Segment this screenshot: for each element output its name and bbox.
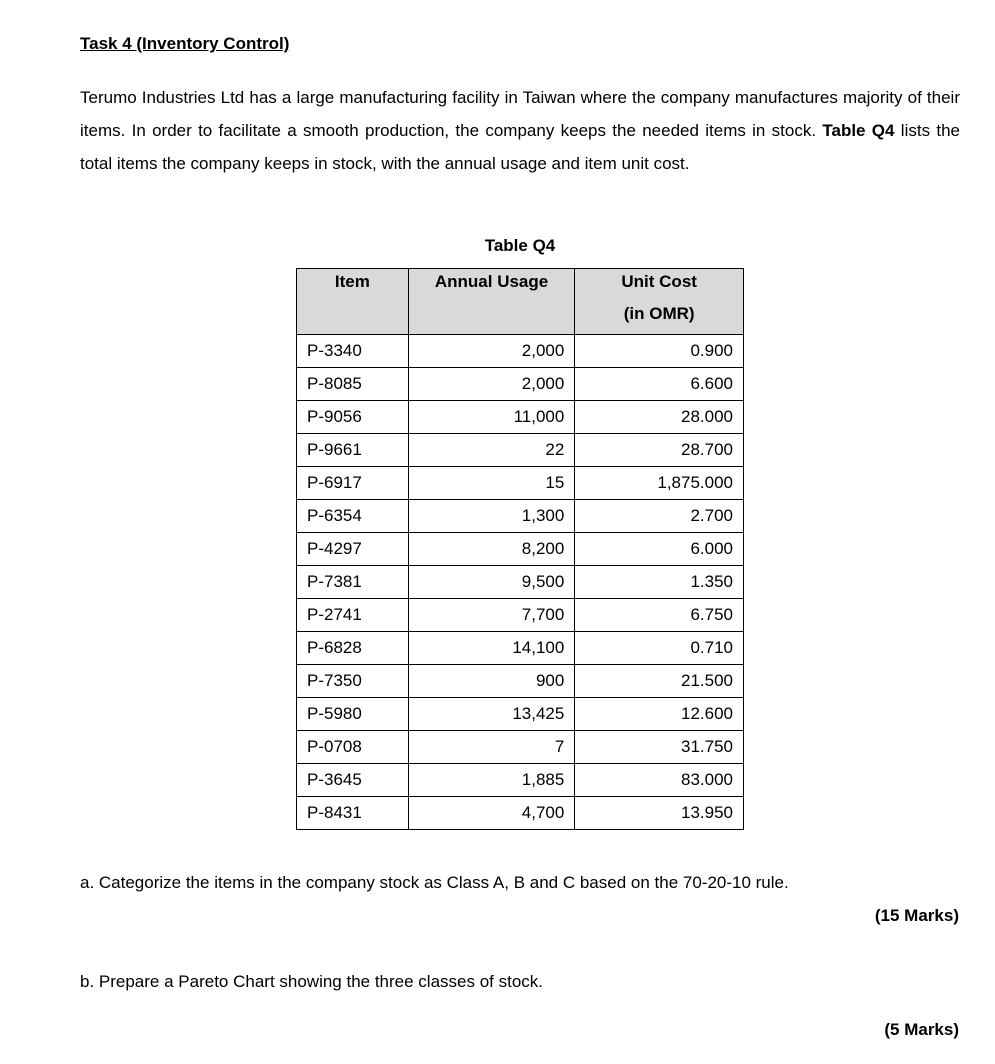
table-row — [297, 665, 744, 698]
cell-unit-cost: 28.000 — [575, 401, 744, 434]
cell-unit-cost: 6.000 — [575, 533, 744, 566]
cell-item: P-9056 — [297, 401, 409, 434]
cell-unit-cost: 2.700 — [575, 500, 744, 533]
cell-annual-usage: 1,885 — [408, 764, 575, 797]
cell-item: P-9661 — [297, 434, 409, 467]
table-row — [297, 368, 744, 401]
cell-item: P-2741 — [297, 599, 409, 632]
question-b-marks: (5 Marks) — [884, 1020, 959, 1039]
cell-unit-cost: 28.700 — [575, 434, 744, 467]
inventory-table — [296, 268, 744, 830]
table-row — [297, 632, 744, 665]
cell-annual-usage: 7,700 — [408, 599, 575, 632]
table-header-row — [297, 269, 744, 335]
cell-annual-usage: 4,700 — [408, 797, 575, 830]
intro-text-part2: lists the total items the company keeps in stock, with the annual usage and item unit cost. — [80, 121, 961, 173]
cell-item: P-4297 — [297, 533, 409, 566]
intro-text-part1: Terumo Industries Ltd has a large manufacturing facility in Taiwan where the company manufactures majority of their items. In order to facilitate a smooth production, the company keeps the needed items in stock. — [80, 88, 960, 140]
table-row — [297, 764, 744, 797]
cell-item: P-5980 — [297, 698, 409, 731]
cell-unit-cost: 21.500 — [575, 665, 744, 698]
cell-annual-usage: 15 — [408, 467, 575, 500]
cell-item: P-3340 — [297, 335, 409, 368]
cell-item: P-6354 — [297, 500, 409, 533]
header-unit-cost-line1: Unit Cost — [621, 272, 697, 291]
question-a-marks: (15 Marks) — [874, 906, 959, 925]
cell-annual-usage: 7 — [408, 731, 575, 764]
header-item: Item — [297, 269, 409, 335]
cell-annual-usage: 8,200 — [408, 533, 575, 566]
cell-annual-usage: 900 — [408, 665, 575, 698]
cell-item: P-3645 — [297, 764, 409, 797]
cell-annual-usage: 2,000 — [408, 368, 575, 401]
cell-unit-cost: 1,875.000 — [575, 467, 744, 500]
question-b: b. Prepare a Pareto Chart showing the three classes of stock. — [80, 972, 544, 991]
cell-unit-cost: 0.710 — [575, 632, 744, 665]
cell-unit-cost: 31.750 — [575, 731, 744, 764]
question-a: a. Categorize the items in the company stock as Class A, B and C based on the 70-20-10 rule. — [80, 873, 789, 892]
intro-table-reference: Table Q4 — [822, 121, 895, 140]
table-row — [297, 467, 744, 500]
cell-annual-usage: 1,300 — [408, 500, 575, 533]
cell-unit-cost: 13.950 — [575, 797, 744, 830]
header-unit-cost — [575, 269, 744, 335]
cell-annual-usage: 11,000 — [408, 401, 575, 434]
cell-item: P-8085 — [297, 368, 409, 401]
table-row — [297, 434, 744, 467]
cell-item: P-6828 — [297, 632, 409, 665]
table-row — [297, 500, 744, 533]
cell-annual-usage: 9,500 — [408, 566, 575, 599]
table-row — [297, 335, 744, 368]
cell-annual-usage: 2,000 — [408, 335, 575, 368]
table-caption: Table Q4 — [484, 236, 556, 255]
table-row — [297, 533, 744, 566]
cell-item: P-0708 — [297, 731, 409, 764]
cell-item: P-8431 — [297, 797, 409, 830]
cell-unit-cost: 83.000 — [575, 764, 744, 797]
cell-unit-cost: 1.350 — [575, 566, 744, 599]
table-row — [297, 731, 744, 764]
table-row — [297, 401, 744, 434]
cell-unit-cost: 6.600 — [575, 368, 744, 401]
header-unit-cost-line2: (in OMR) — [623, 304, 695, 323]
header-annual-usage: Annual Usage — [408, 269, 575, 335]
cell-item: P-7381 — [297, 566, 409, 599]
cell-item: P-7350 — [297, 665, 409, 698]
intro-paragraph — [80, 81, 960, 180]
cell-annual-usage: 13,425 — [408, 698, 575, 731]
cell-annual-usage: 14,100 — [408, 632, 575, 665]
cell-unit-cost: 6.750 — [575, 599, 744, 632]
cell-unit-cost: 0.900 — [575, 335, 744, 368]
cell-annual-usage: 22 — [408, 434, 575, 467]
table-row — [297, 797, 744, 830]
table-row — [297, 566, 744, 599]
table-body — [297, 335, 744, 830]
table-row — [297, 599, 744, 632]
cell-item: P-6917 — [297, 467, 409, 500]
cell-unit-cost: 12.600 — [575, 698, 744, 731]
task-title: Task 4 (Inventory Control) — [80, 34, 290, 53]
table-row — [297, 698, 744, 731]
